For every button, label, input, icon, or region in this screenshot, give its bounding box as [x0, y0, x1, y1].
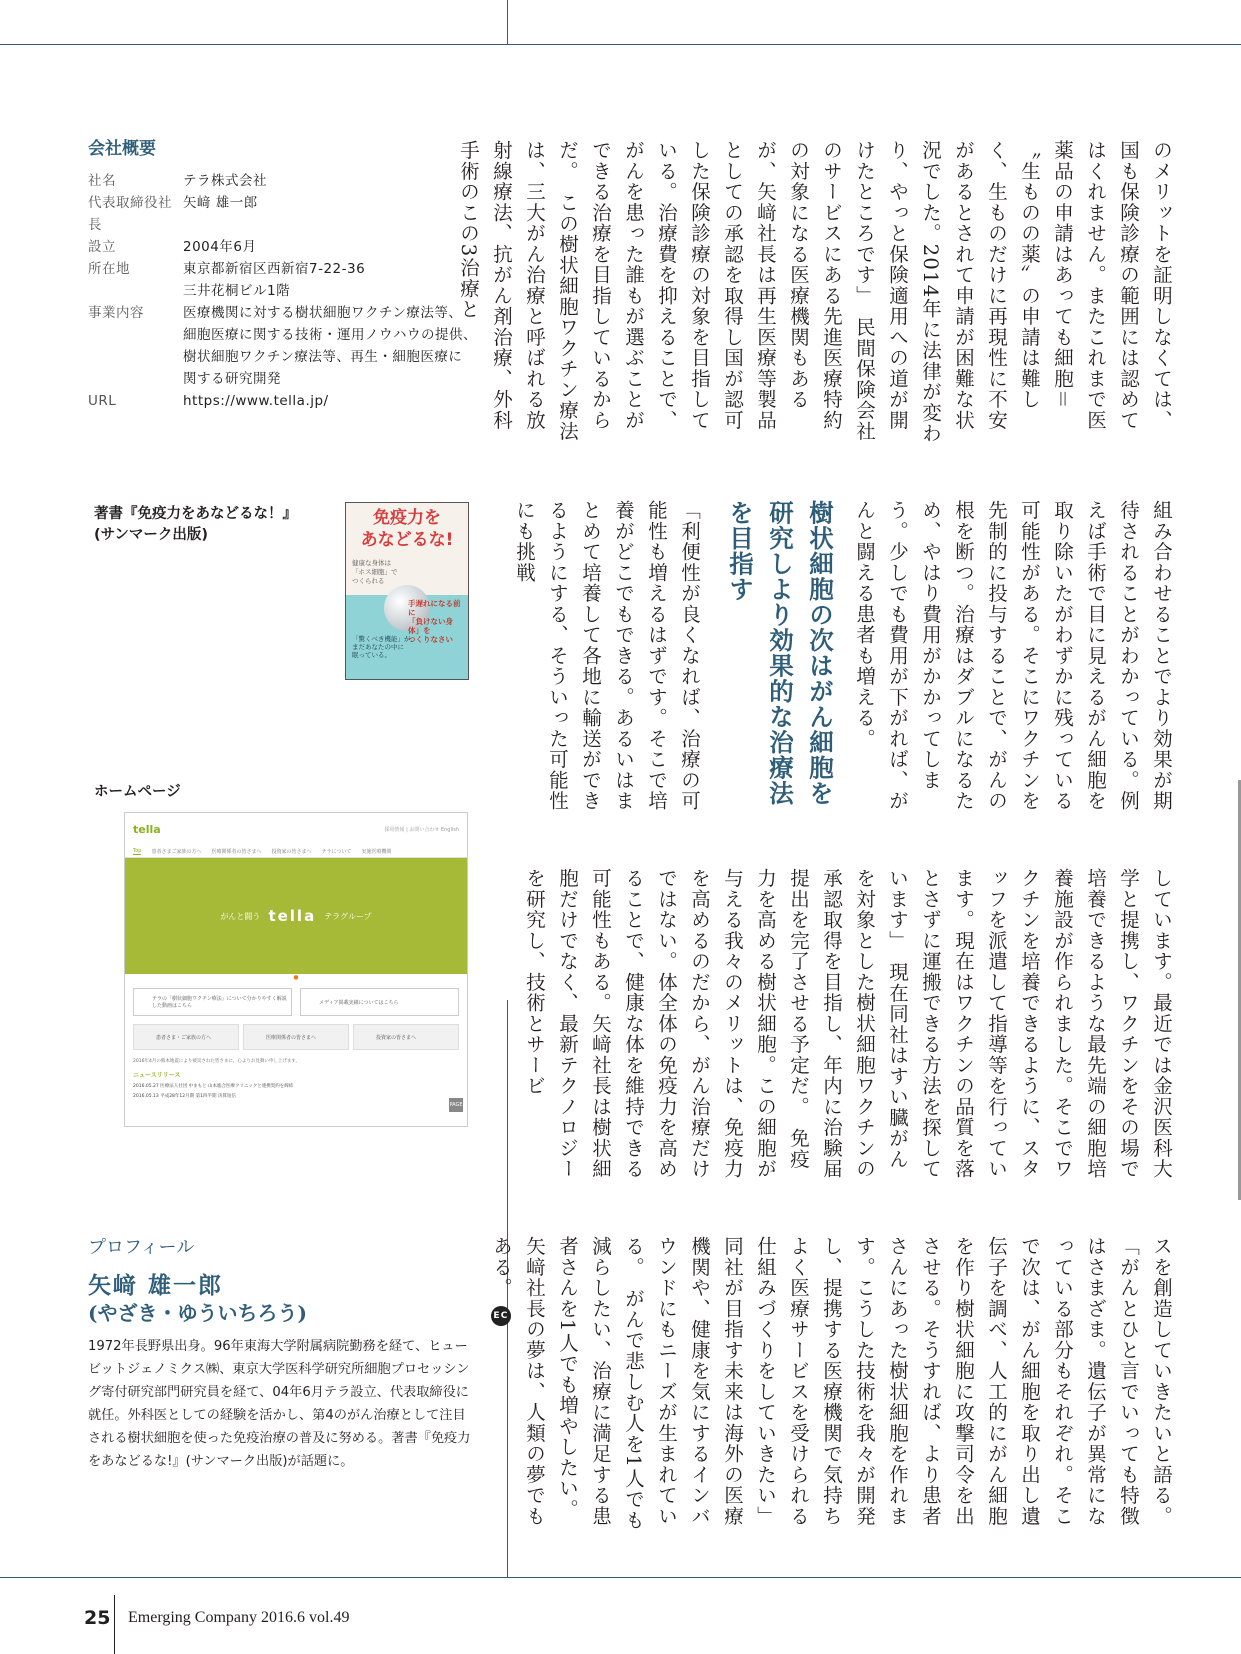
profile-bio: 1972年長野県出身。96年東海大学附属病院勤務を経て、ヒュービットジェノミクス㈱、東京大学医科学研究所細胞プロセッシング寄付研究部門研究員を経て、04年6月テラ設立、代表取締役に就任。外科医としての経験を活かし、第4のがん治療として注目される樹状細胞を使った免疫治療の普及に努める。著書『免疫力をあなどるな!』(サンマーク出版)が話題に。 — [88, 1339, 471, 1469]
investors-button: 投資家の皆さまへ — [353, 1024, 459, 1050]
homepage-nav-item: 実施医療機関 — [361, 848, 392, 855]
article-column-1: のメリットを証明しなくては、国も保険診療の範囲には認めてはくれません。またこれまで医薬品の申請はあっても細胞＝〝生ものの薬〟の申請は難しく、生ものだけに再現性に不安があるとされて申請が困難な状況でした。2014年に法律が変わり、やっと保険適用への道が開けたところです」 民間保険会社のサービスにある先進医療特約の対象になる医療機関もあるが、矢﨑社長は再生医療等製品としての承認を取得し国が認可した保険診療の対象を目指している。治療費を抑えることで、がんを患った誰もが選ぶことができる治療を目指しているからだ。 この樹状細胞ワクチン療法は、三大がん治療と呼ばれる放射線療法、抗がん剤治療、外科手術のこの3治療と — [457, 140, 1173, 444]
news-row: 2016.05.13 平成28年12月期 第1四半期 決算短信 — [133, 1094, 236, 1099]
profile-title: プロフィール — [88, 1237, 195, 1258]
book-cover-title: 免疫力を あなどるな! — [360, 508, 454, 550]
book-cover-tagline: 「驚くべき機能」が、 まだあなたの中に 眠っている。 — [352, 635, 417, 659]
article-subheading: 樹状細胞の次はがん細胞を研究しより効果的な治療法を目指す — [726, 500, 835, 806]
company-row-label: 事業内容 — [88, 305, 144, 321]
company-row-value: 矢﨑 雄一郎 — [183, 195, 258, 211]
company-row-label — [88, 346, 183, 368]
company-row-label: 設立 — [88, 239, 116, 255]
company-row-label: 代表取締役社長 — [88, 195, 172, 233]
company-row-label — [88, 280, 183, 302]
company-row — [88, 368, 478, 390]
article-column-2 — [853, 500, 1178, 815]
book-cover-image — [345, 502, 469, 680]
article-column-3: しています。最近では金沢医科大学と提携し、ワクチンをその場で培養できるような最先端の細胞培養施設が作られました。そこでワクチンを培養できるように、スタッフを派遣して指導等を行っています。現在はワクチンの品質を落とさずに運搬できる方法を探しています」 現在同社はすい臓がんを対象とした樹状細胞ワクチンの承認取得を目指し、年内に治験届提出を完了させる予定だ。 免疫力を高める樹状細胞。この細胞が与える我々のメリットは、免疫力を高めるのだから、がん治療だけではない。体全体の免疫力を高めることで、健康な体を維持できる可能性もある。矢﨑社長は樹状細胞だけでなく、最新テクノロジーを研究し、技術とサービ — [523, 868, 1173, 1180]
profile-reading: (やざき・ゆういちろう) — [88, 1301, 307, 1325]
company-row-label — [88, 368, 183, 390]
homepage-nav-item: 患者さまご家族の方へ — [151, 848, 202, 855]
book-cover-subtitle: 健康な身体は 「ホス細胞」で つくられる — [352, 559, 398, 585]
company-row-value: 細胞医療に関する技術・運用ノウハウの提供、 — [183, 327, 477, 343]
bottom-rule — [0, 1577, 1241, 1578]
company-row-value: テラ株式会社 — [183, 173, 267, 189]
center-rule-upper — [507, 0, 508, 44]
video-banner: テラの「樹状細胞ワクチン療法」について分かりやすく解説した動画はこちら — [133, 988, 292, 1016]
homepage-caption: ホームページ — [94, 784, 181, 800]
company-row-value: 関する研究開発 — [183, 371, 281, 387]
company-row-label — [88, 324, 183, 346]
company-row-label: 所在地 — [88, 261, 130, 277]
book-cover-band: 手遅れになる前に 「負けない身体」を つくりなさい — [408, 599, 461, 644]
medical-button: 医療関係者の皆さまへ — [243, 1024, 349, 1050]
company-row-value[interactable]: https://www.tella.jp/ — [183, 393, 329, 409]
homepage-utility-links: 採用情報 | お問い合わせ English — [384, 826, 459, 833]
homepage-nav — [125, 845, 467, 858]
company-row — [88, 346, 478, 368]
company-overview-table — [88, 170, 478, 412]
page-top-icon: PAGE TOP — [449, 1098, 463, 1112]
article-column-2-text: 組み合わせることでより効果が期待されることがわかっている。例えば手術で目に見えるがん細胞を取り除いたがわずかに残っている可能性がある。そこにワクチンを先制的に投与することで、がんの根を断つ。治療はダブルになるため、やはり費用がかかってしまう。少しでも費用が下がれば、がんと闘える患者も増える。 — [853, 500, 1173, 812]
homepage-nav-item: Top — [133, 847, 142, 854]
ec-end-mark-icon: EC — [491, 1306, 511, 1326]
homepage-screenshot — [124, 812, 468, 1127]
article-column-4 — [490, 1236, 1178, 1538]
company-row — [88, 280, 478, 302]
profile-name: 矢﨑 雄一郎 — [88, 1272, 224, 1299]
article-column-4-text: スを創造していきたいと語る。「がんとひと言でいっても特徴はさまざま。遺伝子が異常になっている部分もそれぞれ。そこで次は、がん細胞を取り出し遺伝子を調べ、人工的にがん細胞を作り樹状細胞に攻撃司令を出させる。そうすれば、より患者さんにあった樹状細胞を作れます。こうした技術を我々が開発し、提携する医療機関で気持ちよく医療サービスを受けられる仕組みづくりをしていきたい」 同社が目指す未来は海外の医療機関や、健康を気にするインバウンドにもニーズが生まれている。 がんで悲しむ人を1人でも減らしたい、治療に満足する患者さんを1人でも増やしたい。矢﨑社長の夢は、人類の夢でもある。 — [490, 1236, 1173, 1538]
footer-rule — [114, 1595, 115, 1654]
hero-text-right: テラグループ — [324, 911, 372, 921]
company-row-value: 東京都新宿区西新宿7-22-36 — [183, 261, 366, 277]
media-banner: メディア掲載実績についてはこちら — [300, 988, 459, 1016]
tella-logo: tella — [133, 822, 161, 836]
patients-button: 患者さま・ご家族の方へ — [133, 1024, 239, 1050]
article-column-2b: 「利便性が良くなれば、治療の可能性も増えるはずです。そこで培養がどこでもできる。あるいはまとめて培養して各地に輸送ができるようにする、そういった可能性にも挑戦 — [513, 500, 701, 812]
company-row — [88, 302, 478, 324]
news-heading: ニュースリリース — [133, 1072, 181, 1079]
news-row: 2016.05.27 医療法人社団 中まもと 山本総合医療クリニックと連携契約を締結 — [133, 1084, 294, 1089]
top-rule — [0, 44, 1241, 45]
homepage-notice: 2016年4月の熊本地震により被災された皆さまに、心よりお見舞い申し上げます。 — [133, 1059, 300, 1064]
book-caption-title: 著書『免疫力をあなどるな！』 — [94, 506, 297, 522]
company-row-value: 医療機関に対する樹状細胞ワクチン療法等、 — [183, 305, 463, 321]
book-caption-publisher: (サンマーク出版) — [94, 527, 209, 543]
company-row — [88, 258, 478, 280]
company-row — [88, 192, 478, 236]
page-number: 25 — [84, 1607, 111, 1629]
company-row-value: 2004年6月 — [183, 239, 257, 255]
company-row-value: 樹状細胞ワクチン療法等、再生・細胞医療に — [183, 349, 463, 365]
homepage-nav-item: 投資家の皆さまへ — [271, 848, 312, 855]
hero-text-left: がんと闘う — [220, 911, 261, 921]
company-row — [88, 324, 478, 346]
hero-logo: tella — [268, 907, 317, 925]
magazine-title: Emerging Company 2016.6 vol.49 — [128, 1609, 350, 1626]
company-row — [88, 236, 478, 258]
company-row — [88, 390, 478, 412]
company-overview-title: 会社概要 — [88, 139, 156, 159]
book-caption — [94, 504, 297, 546]
company-row-value: 三井花桐ビル1階 — [183, 283, 291, 299]
homepage-hero — [125, 858, 467, 974]
carousel-dot-icon: ● — [293, 974, 299, 981]
homepage-nav-item: 医療関係者の皆さまへ — [211, 848, 262, 855]
company-row-label: 社名 — [88, 173, 116, 189]
homepage-nav-item: テラについて — [321, 848, 352, 855]
company-row — [88, 170, 478, 192]
company-row-label: URL — [88, 393, 117, 409]
